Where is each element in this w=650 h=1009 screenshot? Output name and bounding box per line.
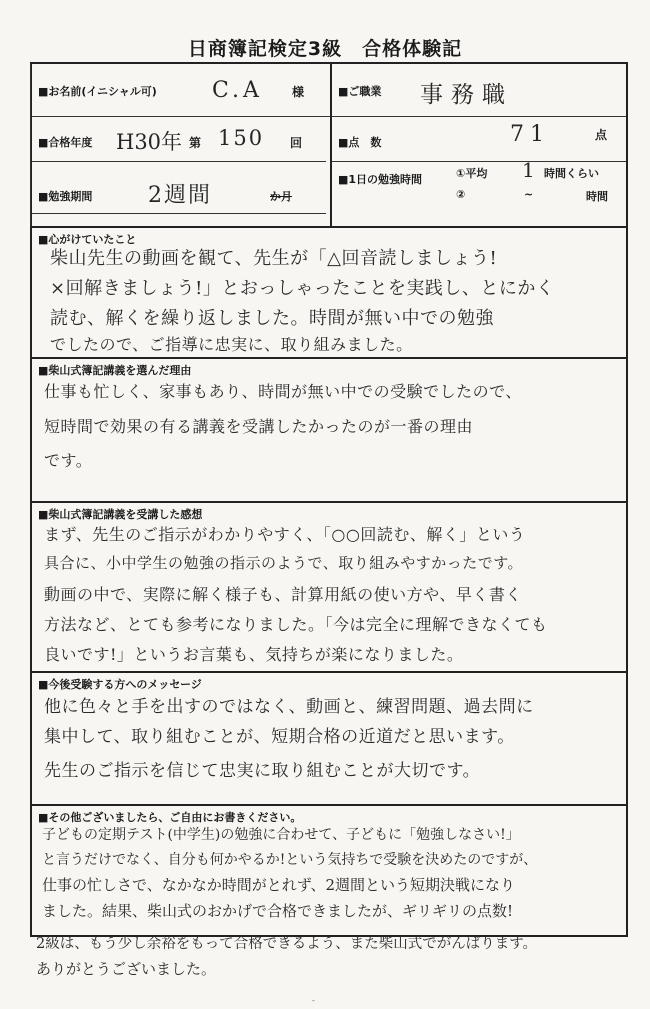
row-divider	[330, 161, 626, 162]
study-time-label: ■1日の勉強時間	[338, 173, 423, 186]
row-divider	[32, 226, 626, 228]
study-time-avg-unit: 時間くらい	[544, 167, 599, 180]
impression-line: 動画の中で、実際に解く様子も、計算用紙の使い方や、早く書く	[44, 585, 522, 604]
study-time-avg-value: 1	[522, 158, 535, 182]
pass-year-kai: 回	[290, 136, 303, 150]
pass-year-dai: 第	[189, 136, 202, 150]
study-time-range-unit: 時間	[586, 190, 608, 203]
row-divider	[32, 161, 326, 162]
pass-year-label: ■合格年度	[38, 136, 93, 149]
score-value: 71	[510, 122, 550, 147]
mind-line: でしたので、ご指導に忠実に、取り組みました。	[50, 335, 413, 354]
message-line: 他に色々と手を出すのではなく、動画と、練習問題、過去問に	[44, 697, 534, 717]
column-divider	[330, 64, 332, 226]
mind-label: ■心がけていたこと	[38, 233, 137, 246]
row-divider	[32, 671, 626, 673]
period-struck-unit: か月	[270, 190, 292, 203]
study-time-avg-label: ①平均	[456, 167, 488, 180]
other-line: 2級は、もう少し余裕をもって合格できるよう、また柴山式でがんばります。	[36, 936, 538, 952]
other-line: ありがとうございました。	[36, 960, 217, 978]
other-line: 仕事の忙しさで、なかなか時間がとれず、2週間という短期決戦になり	[42, 876, 516, 894]
reason-line: です。	[44, 451, 93, 470]
study-time-range-sep: ~	[524, 188, 534, 201]
impression-line: まず、先生のご指示がわかりやすく、「○○回読む、解く」という	[44, 525, 526, 544]
row-divider	[32, 501, 626, 503]
other-line: ました。結果、柴山式のおかげで合格できましたが、ギリギリの点数!	[42, 902, 514, 920]
name-suffix: 様	[292, 85, 305, 99]
row-divider	[32, 357, 626, 359]
other-label: ■その他ございましたら、ご自由にお書きください。	[38, 811, 302, 824]
message-line: 先生のご指示を信じて忠実に取り組むことが大切です。	[44, 761, 481, 781]
study-time-range-label: ②	[456, 188, 466, 201]
name-value: C.A	[212, 78, 263, 103]
name-label: ■お名前(イニシャル可)	[38, 85, 157, 98]
mind-line: 柴山先生の動画を観て、先生が「△回音読しましょう!	[50, 248, 498, 269]
page-mark: -	[312, 996, 315, 1005]
score-label: ■点 数	[338, 136, 382, 149]
impression-label: ■柴山式簿記講義を受講した感想	[38, 508, 203, 521]
job-label: ■ご職業	[338, 85, 382, 98]
other-line: 子どもの定期テスト(中学生)の勉強に合わせて、子どもに「勉強しなさい!」	[42, 827, 520, 843]
pass-number-value: 150	[218, 126, 265, 150]
reason-line: 短時間で効果の有る講義を受講したかったのが一番の理由	[44, 417, 474, 436]
impression-line: 良いです!」というお言葉も、気持ちが楽になりました。	[44, 645, 464, 664]
mind-line: 読む、解くを繰り返しました。時間が無い中での勉強	[50, 308, 494, 329]
mind-line: ×回解きましょう!」とおっしゃったことを実践し、とにかく	[50, 278, 555, 299]
impression-line: 具合に、小中学生の勉強の指示のようで、取り組みやすかったです。	[44, 554, 524, 572]
score-unit: 点	[595, 128, 608, 142]
survey-form	[30, 62, 628, 937]
other-line: と言うだけでなく、自分も何かやるか!という気持ちで受験を決めたのですが、	[42, 852, 538, 868]
page-title: 日商簿記検定3級 合格体験記	[187, 38, 463, 60]
reason-label: ■柴山式簿記講義を選んだ理由	[38, 364, 192, 377]
job-value: 事務職	[420, 82, 513, 108]
pass-year-value: H30年	[116, 130, 183, 154]
message-line: 集中して、取り組むことが、短期合格の近道だと思います。	[44, 727, 515, 747]
reason-line: 仕事も忙しく、家事もあり、時間が無い中での受験でしたので、	[44, 382, 522, 401]
impression-line: 方法など、とても参考になりました。「今は完全に理解できなくても	[44, 615, 548, 634]
period-value: 2週間	[148, 183, 212, 208]
row-divider	[32, 213, 326, 214]
row-divider	[32, 116, 626, 117]
column-divider	[30, 64, 31, 226]
row-divider	[32, 804, 626, 806]
period-label: ■勉強期間	[38, 190, 93, 203]
message-label: ■今後受験する方へのメッセージ	[38, 678, 202, 691]
